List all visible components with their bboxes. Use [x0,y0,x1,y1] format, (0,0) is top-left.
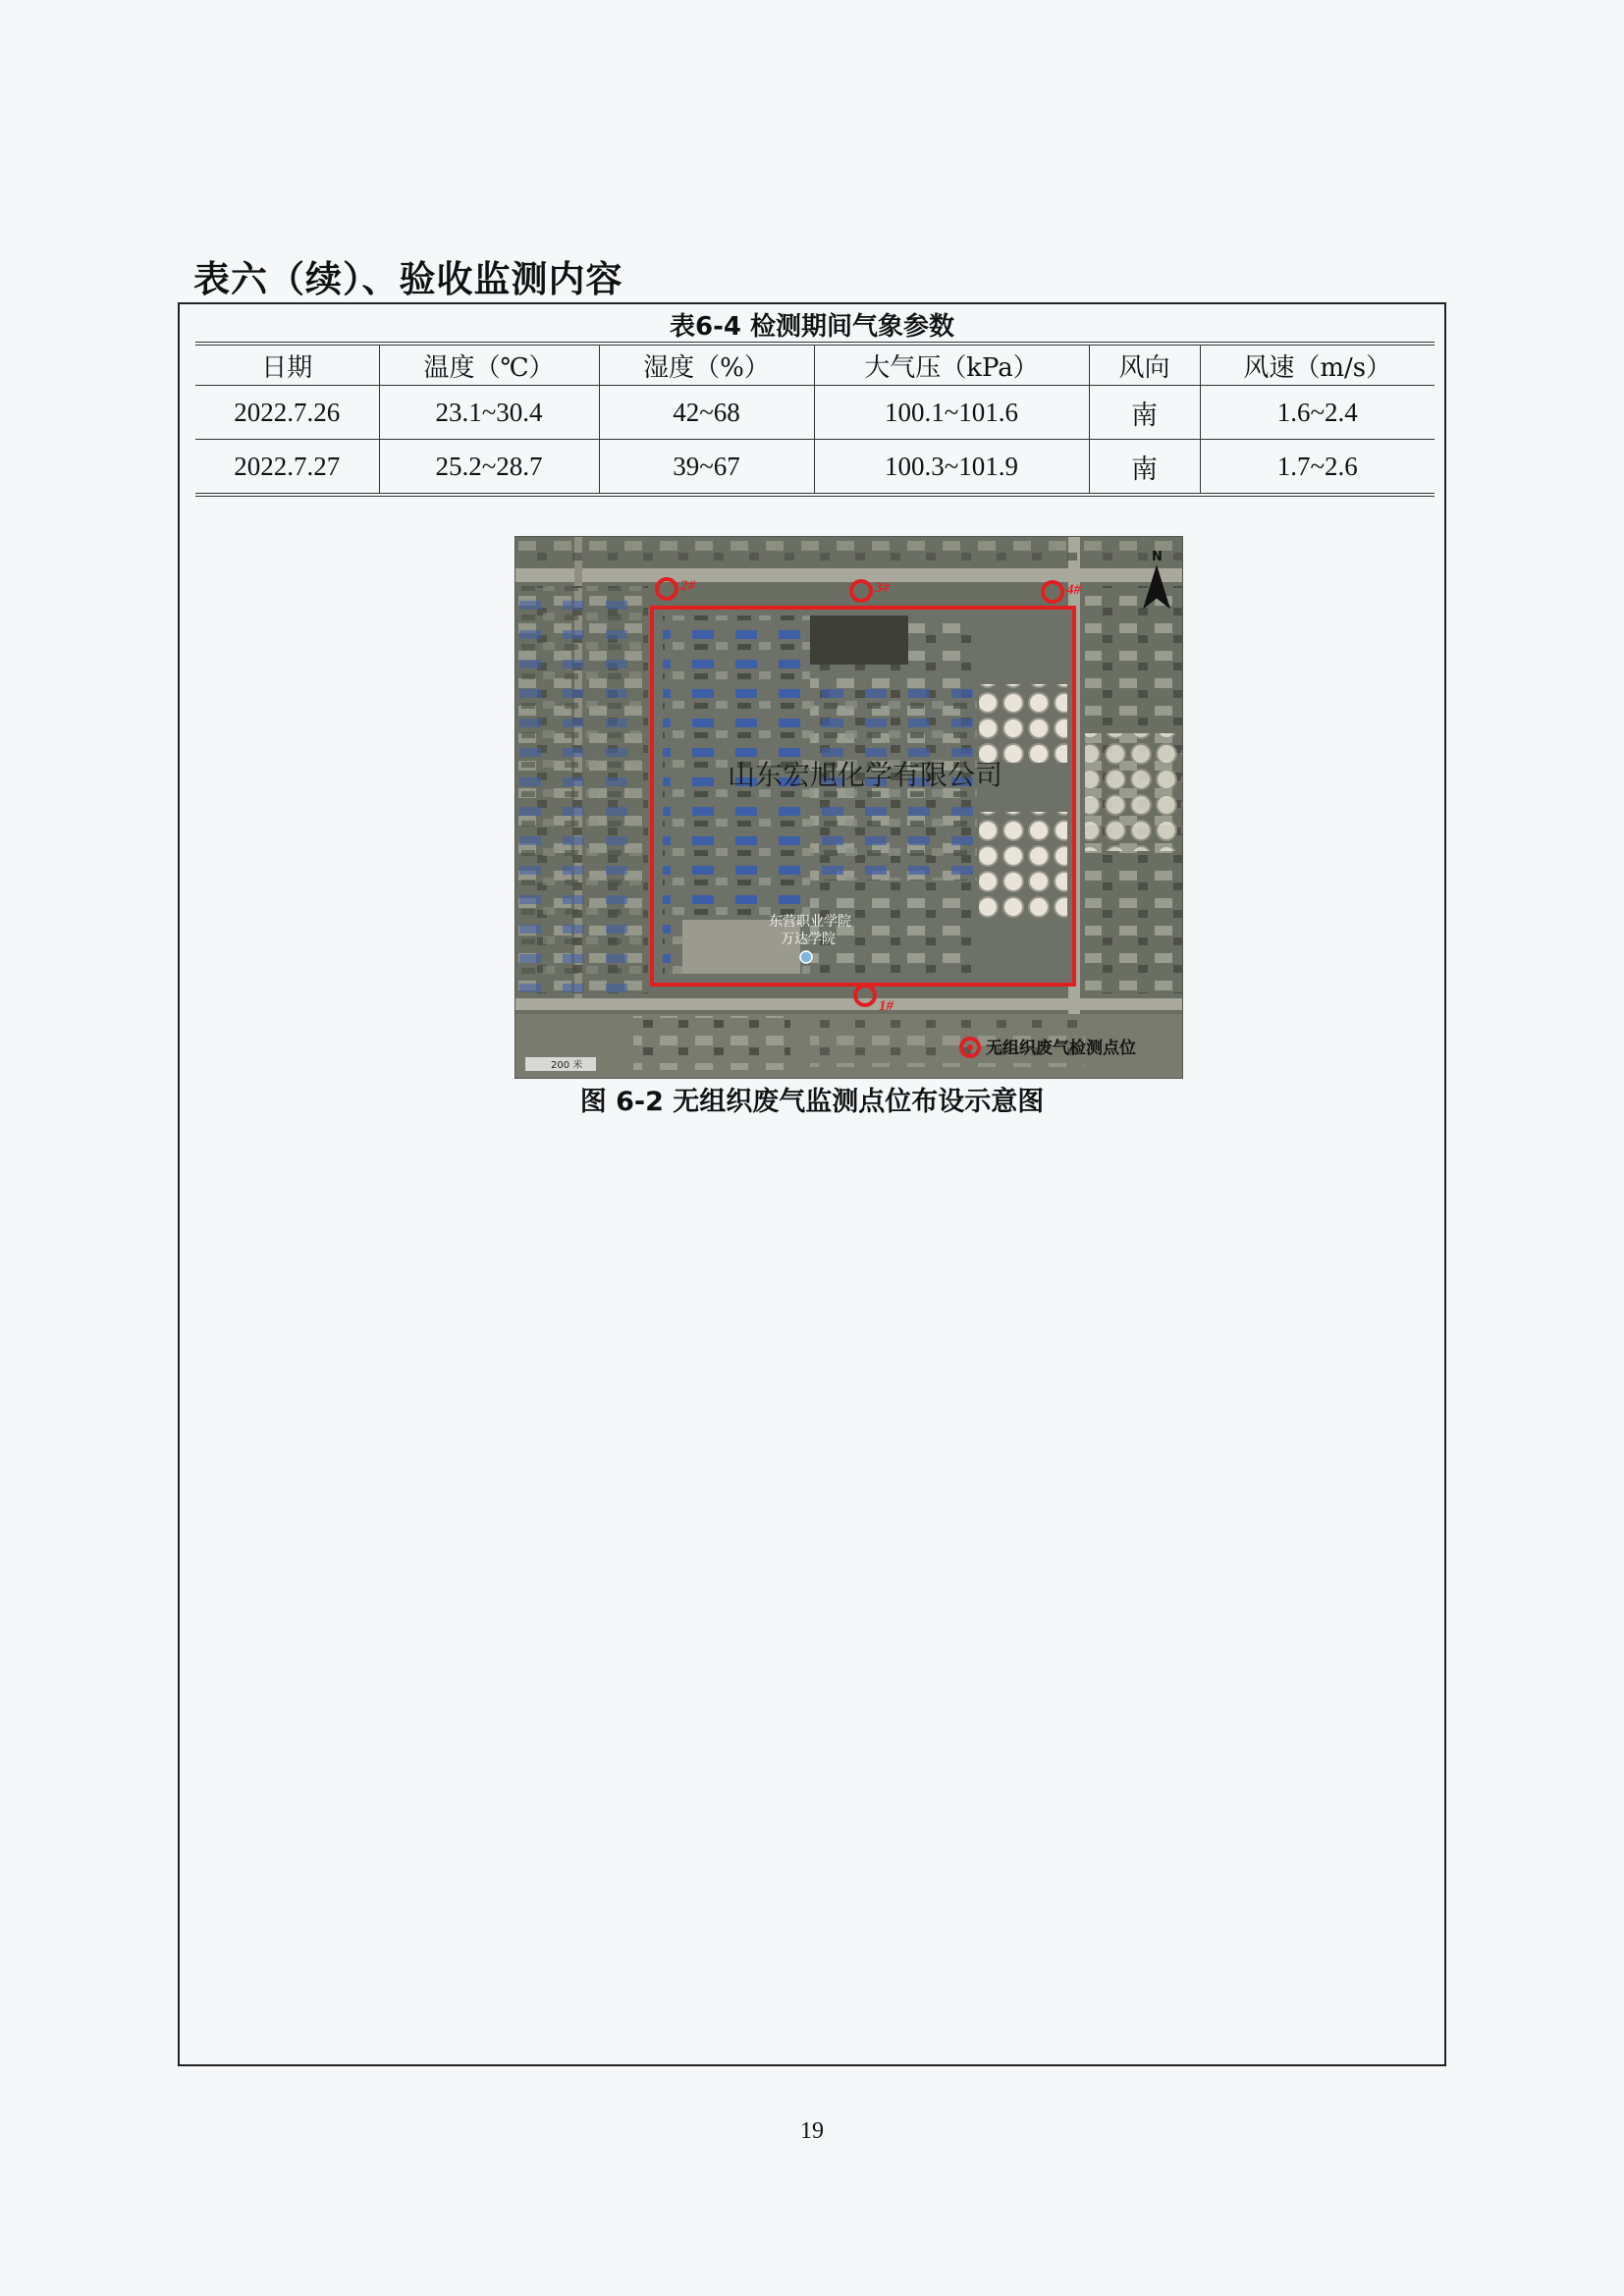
point-label-3: 3# [875,580,890,596]
legend-label: 无组织废气检测点位 [986,1039,1136,1058]
header-wind-direction: 风向 [1089,344,1200,386]
header-temperature: 温度（℃） [379,344,599,386]
table-row [195,440,1435,496]
cell-date: 2022.7.26 [234,397,341,427]
table-header-row [195,344,1435,386]
figure-caption: 图 6-2 无组织废气监测点位布设示意图 [579,1087,1045,1117]
point-label-4: 4# [1066,582,1081,598]
section-heading: 表六（续）、验收监测内容 [193,258,623,300]
cell-pressure: 100.3~101.9 [814,440,1089,496]
header-pressure: 大气压（kPa） [814,344,1089,386]
cell-humidity: 39~67 [599,440,814,496]
header-humidity: 湿度（%） [599,344,814,386]
cell-humidity: 42~68 [599,386,814,440]
cell-temperature: 23.1~30.4 [379,386,599,440]
cell-wind-direction: 南 [1089,386,1200,440]
scale-label: 200 米 [551,1060,583,1071]
cell-wind-speed: 1.7~2.6 [1200,440,1435,496]
cell-date: 2022.7.27 [195,440,379,496]
content-frame [178,302,1446,2066]
north-label: N [1152,550,1163,564]
company-label: 山东宏旭化学有限公司 [728,759,1003,791]
poi-marker-icon [800,951,812,963]
point-label-2: 2# [680,578,695,594]
header-wind-speed: 风速（m/s） [1200,344,1435,386]
header-date: 日期 [195,344,379,386]
cell-wind-speed: 1.6~2.4 [1200,386,1435,440]
poi-label: 万达学院 [781,932,836,947]
cell-temperature: 25.2~28.7 [379,440,599,496]
cell-pressure: 100.1~101.6 [814,386,1089,440]
page-number: 19 [800,2118,824,2144]
table-caption: 表6-4 检测期间气象参数 [669,312,955,342]
poi-label: 东营职业学院 [769,914,851,930]
weather-parameters-table [195,342,1435,497]
monitoring-site-map [514,536,1183,1079]
cell-wind-direction: 南 [1089,440,1200,496]
table-row [195,386,1435,440]
point-label-1: 1# [879,998,893,1014]
